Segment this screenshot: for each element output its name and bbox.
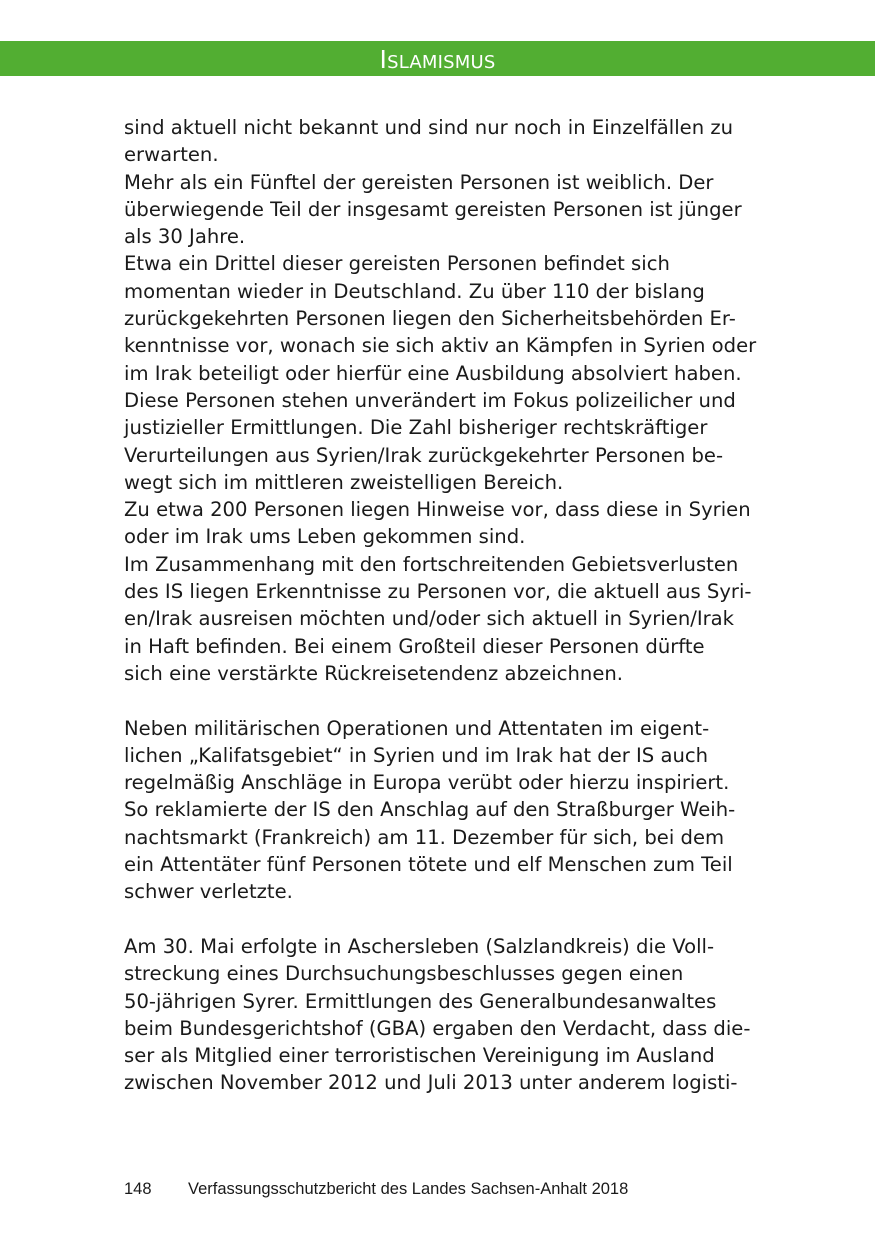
text-line: Etwa ein Drittel dieser gereisten Personen befindet sich	[124, 252, 670, 276]
text-line: Diese Personen stehen unverändert im Fokus polizeilicher und	[124, 388, 736, 412]
text-line: Verurteilungen aus Syrien/Irak zurückgekehrter Personen be-	[124, 443, 724, 467]
text-line: zurückgekehrten Personen liegen den Sicherheitsbehörden Er-	[124, 307, 736, 331]
text-line: Neben militärischen Operationen und Attentaten im eigent-	[124, 716, 710, 740]
publication-title: Verfassungsschutzbericht des Landes Sachsen-Anhalt 2018	[188, 1180, 629, 1198]
text-line: des IS liegen Erkenntnisse zu Personen vor, die aktuell aus Syri-	[124, 580, 752, 604]
text-line: kenntnisse vor, wonach sie sich aktiv an Kämpfen in Syrien oder	[124, 334, 757, 358]
text-line: nachtsmarkt (Frankreich) am 11. Dezember für sich, bei dem	[124, 825, 725, 849]
text-line: als 30 Jahre.	[124, 225, 246, 249]
text-line: regelmäßig Anschläge in Europa verübt oder hierzu inspiriert.	[124, 771, 730, 795]
body-text	[124, 114, 757, 1097]
text-line: wegt sich im mittleren zweistelligen Bereich.	[124, 470, 564, 494]
text-line: ser als Mitglied einer terroristischen Vereinigung im Ausland	[124, 1044, 715, 1068]
text-line: beim Bundesgerichtshof (GBA) ergaben den Verdacht, dass die-	[124, 1016, 751, 1040]
text-line: im Irak beteiligt oder hierfür eine Ausbildung absolviert haben.	[124, 361, 742, 385]
text-line: lichen „Kalifatsgebiet“ in Syrien und im Irak hat der IS auch	[124, 743, 709, 767]
paragraph-gap	[124, 906, 754, 933]
text-line: sind aktuell nicht bekannt und sind nur noch in Einzelfällen zu	[124, 116, 734, 139]
text-line: Mehr als ein Fünftel der gereisten Personen ist weiblich. Der	[124, 170, 714, 194]
text-line: Im Zusammenhang mit den fortschreitenden Gebietsverlusten	[124, 552, 739, 576]
section-title: Islamismus	[379, 45, 496, 74]
text-line: erwarten.	[124, 143, 219, 167]
page-footer	[124, 1180, 628, 1199]
text-line: zwischen November 2012 und Juli 2013 unter anderem logisti-	[124, 1071, 738, 1095]
text-line: oder im Irak ums Leben gekommen sind.	[124, 525, 526, 549]
text-line: in Haft befinden. Bei einem Großteil dieser Personen dürfte	[124, 634, 705, 658]
page-number: 148	[124, 1180, 152, 1198]
text-line: Am 30. Mai erfolgte in Aschersleben (Salzlandkreis) die Voll-	[124, 934, 715, 958]
text-line: 50-jährigen Syrer. Ermittlungen des Generalbundesanwaltes	[124, 989, 717, 1013]
paragraph-gap	[124, 687, 754, 714]
text-line: justizieller Ermittlungen. Die Zahl bisheriger rechtskräftiger	[124, 416, 708, 440]
text-line: sich eine verstärkte Rückreisetendenz abzeichnen.	[124, 661, 624, 685]
text-line: ein Attentäter fünf Personen tötete und elf Menschen zum Teil	[124, 853, 733, 877]
text-line: überwiegende Teil der insgesamt gereisten Personen ist jünger	[124, 197, 742, 221]
text-line: streckung eines Durchsuchungsbeschlusses gegen einen	[124, 962, 684, 986]
text-line: schwer verletzte.	[124, 880, 293, 904]
text-line: en/Irak ausreisen möchten und/oder sich aktuell in Syrien/Irak	[124, 607, 735, 631]
text-line: momentan wieder in Deutschland. Zu über 110 der bislang	[124, 279, 705, 303]
header-bar	[0, 41, 875, 76]
text-line: Zu etwa 200 Personen liegen Hinweise vor, dass diese in Syrien	[124, 498, 751, 522]
text-line: So reklamierte der IS den Anschlag auf den Straßburger Weih-	[124, 798, 736, 822]
